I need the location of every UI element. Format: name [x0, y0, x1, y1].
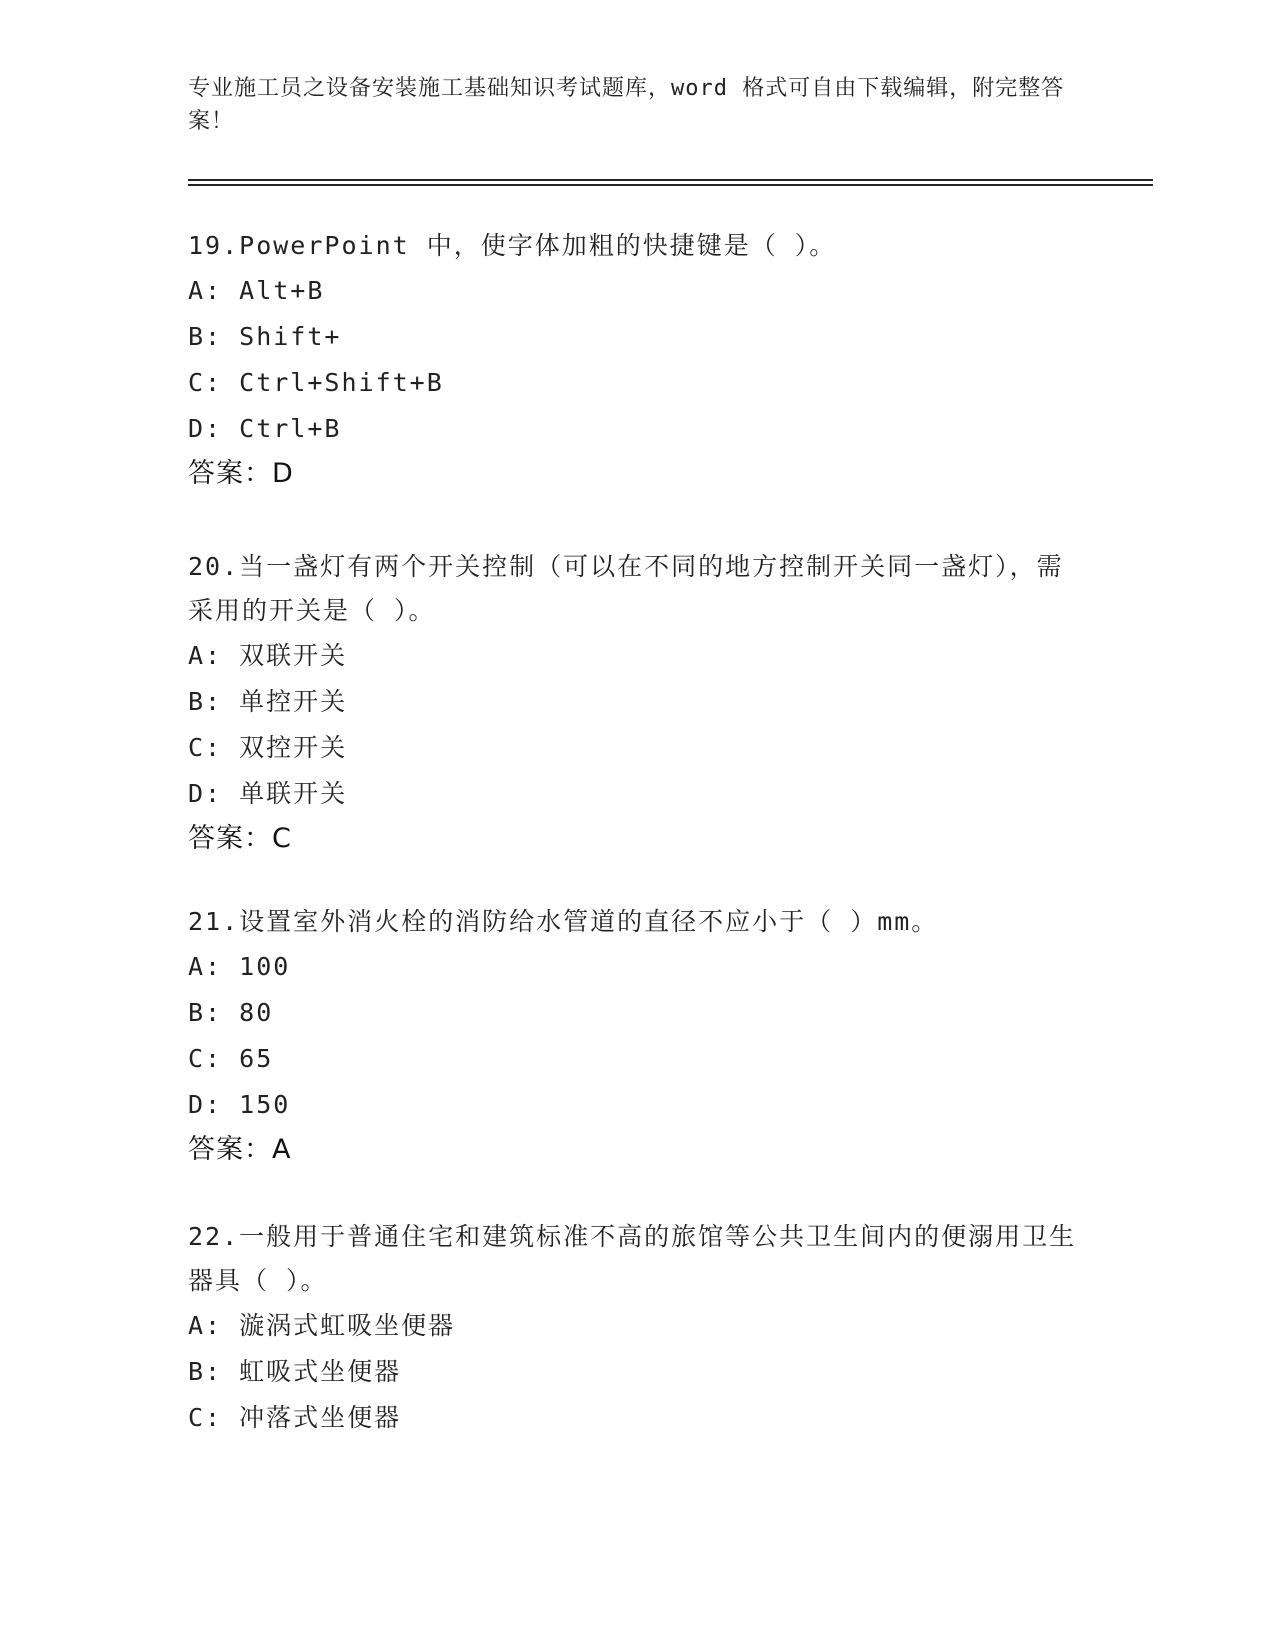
option-b: B: 单控开关 — [188, 687, 348, 716]
option-c: C: 65 — [188, 1044, 274, 1073]
question-22 — [188, 1215, 1088, 1441]
header-divider-bottom — [188, 184, 1153, 186]
question-21 — [188, 900, 1088, 1172]
option-b: B: 虹吸式坐便器 — [188, 1357, 402, 1386]
question-stem: 20.当一盏灯有两个开关控制（可以在不同的地方控制开关同一盏灯），需采用的开关是（ ）。 — [188, 552, 1064, 625]
option-d: D: Ctrl+B — [188, 414, 342, 443]
option-b: B: Shift+ — [188, 322, 342, 351]
option-d: D: 单联开关 — [188, 779, 348, 808]
option-a: A: Alt+B — [188, 276, 325, 305]
option-c: C: 双控开关 — [188, 733, 348, 762]
option-a: A: 100 — [188, 952, 291, 981]
answer-line: 答案：A — [188, 1134, 292, 1165]
question-19 — [188, 224, 1088, 496]
question-20 — [188, 545, 1088, 861]
question-stem: 21.设置室外消火栓的消防给水管道的直径不应小于（ ）mm。 — [188, 907, 939, 936]
option-c: C: 冲落式坐便器 — [188, 1403, 402, 1432]
answer-line: 答案：C — [188, 823, 292, 854]
option-a: A: 双联开关 — [188, 641, 348, 670]
document-intro: 专业施工员之设备安装施工基础知识考试题库，word 格式可自由下载编辑，附完整答案！ — [188, 76, 1065, 134]
answer-line: 答案：D — [188, 458, 294, 489]
question-stem: 22.一般用于普通住宅和建筑标准不高的旅馆等公共卫生间内的便溺用卫生器具（ ）。 — [188, 1222, 1077, 1295]
option-d: D: 150 — [188, 1090, 291, 1119]
header-divider-top — [188, 179, 1153, 181]
question-stem: 19.PowerPoint 中，使字体加粗的快捷键是（ ）。 — [188, 231, 837, 260]
option-c: C: Ctrl+Shift+B — [188, 368, 444, 397]
option-a: A: 漩涡式虹吸坐便器 — [188, 1311, 456, 1340]
option-b: B: 80 — [188, 998, 274, 1027]
